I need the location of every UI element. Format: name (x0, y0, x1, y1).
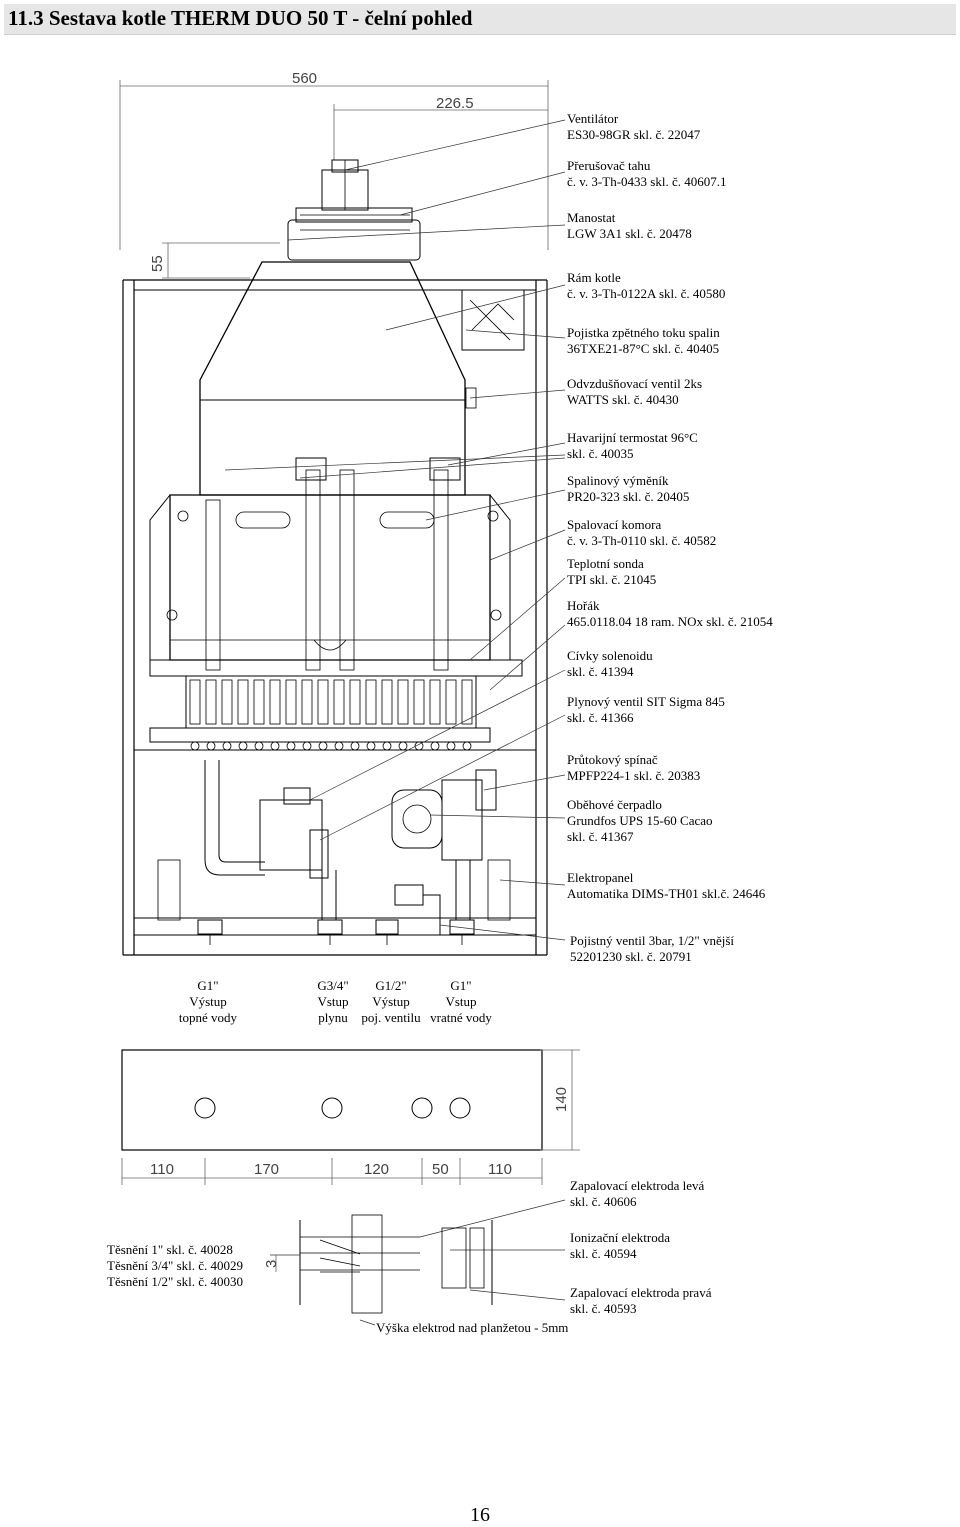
dimension-lines (120, 80, 548, 278)
label-ignition-electrode-left (570, 1178, 704, 1210)
label-line: Elektropanel (567, 870, 634, 885)
label-manostat (567, 210, 692, 242)
burner-nozzle (287, 742, 295, 750)
caption-return-inlet (428, 978, 494, 1026)
label-line: Odvzdušňovací ventil 2ks (567, 376, 703, 391)
electrode-detail (270, 1200, 565, 1325)
combustion-chamber (150, 495, 510, 660)
label-line: Pojistný ventil 3bar, 1/2" vnější (570, 933, 735, 948)
caption-line: G3/4" (317, 978, 349, 993)
burner-nozzle (271, 742, 279, 750)
label-line: Spalovací komora (567, 517, 662, 532)
label-line: 465.0118.04 18 ram. NOx skl. č. 21054 (567, 614, 773, 629)
label-line: Zapalovací elektroda levá (570, 1178, 705, 1193)
label-line: skl. č. 41367 (567, 829, 634, 844)
label-line: Spalinový výměník (567, 473, 669, 488)
burner-rib (446, 680, 456, 724)
label-line: Ionizační elektroda (570, 1230, 670, 1245)
label-line: 36TXE21-87°C skl. č. 40405 (567, 341, 720, 356)
page-number: 16 (470, 1504, 490, 1526)
label-line: Rám kotle (567, 270, 621, 285)
burner-nozzle (255, 742, 263, 750)
label-line: č. v. 3-Th-0433 skl. č. 40607.1 (567, 174, 727, 189)
burner-nozzle (351, 742, 359, 750)
label-frame (567, 270, 725, 302)
caption-line: G1" (450, 978, 472, 993)
label-circulation-pump (567, 797, 713, 845)
burner-nozzle (207, 742, 215, 750)
caption-line: G1" (197, 978, 219, 993)
dim-bottom-1: 110 (150, 1161, 174, 1178)
label-solenoid-coils (567, 648, 653, 680)
gasket-item: Těsnění 1" skl. č. 40028 (107, 1242, 233, 1257)
dim-226-5: 226.5 (436, 95, 474, 112)
dim-bottom-3: 120 (364, 1161, 390, 1178)
burner-nozzle (239, 742, 247, 750)
label-line: WATTS skl. č. 40430 (567, 392, 679, 407)
label-flue-safety (567, 325, 720, 357)
burner-rib (430, 680, 440, 724)
caption-line: Vstup (317, 994, 349, 1009)
caption-heating-outlet (178, 978, 238, 1026)
burner-rib (302, 680, 312, 724)
label-gas-valve (567, 694, 725, 726)
dim-bottom-5: 110 (488, 1161, 512, 1178)
burner-rib (462, 680, 472, 724)
burner-rib (238, 680, 248, 724)
burner-rib (334, 680, 344, 724)
caption-gas-inlet (303, 978, 363, 1026)
label-line: Pojistka zpětného toku spalin (567, 325, 720, 340)
burner-rib (254, 680, 264, 724)
outlet-connections (198, 920, 474, 945)
label-ionization-electrode (570, 1230, 670, 1262)
label-flow-switch (567, 752, 700, 784)
dim-55: 55 (149, 255, 166, 272)
label-burner (567, 598, 773, 630)
label-line: TPI skl. č. 21045 (567, 572, 657, 587)
label-line: LGW 3A1 skl. č. 20478 (567, 226, 692, 241)
label-line: Přerušovač tahu (567, 158, 651, 173)
label-line: skl. č. 41394 (567, 664, 634, 679)
burner-nozzle (447, 742, 455, 750)
dim-bottom-2: 170 (254, 1161, 280, 1178)
label-line: skl. č. 41366 (567, 710, 634, 725)
label-line: Zapalovací elektroda pravá (570, 1285, 712, 1300)
label-line: skl. č. 40593 (570, 1301, 637, 1316)
caption-line: Výstup (372, 994, 410, 1009)
dim-560: 560 (292, 70, 318, 87)
burner-nozzle (431, 742, 439, 750)
label-line: č. v. 3-Th-0122A skl. č. 40580 (567, 286, 726, 301)
caption-line: G1/2" (375, 978, 407, 993)
burner-nozzle (335, 742, 343, 750)
dim-140: 140 (553, 1086, 570, 1112)
dim-3: 3 (263, 1259, 280, 1268)
label-ventilator (567, 111, 700, 143)
caption-safety-valve-outlet (358, 978, 424, 1026)
electrode-height-note: Výška elektrod nad planžetou - 5mm (376, 1320, 569, 1335)
label-safety-valve (570, 933, 734, 965)
page-title: 11.3 Sestava kotle THERM DUO 50 T - čelní pohled (8, 6, 473, 30)
label-temp-probe (567, 556, 656, 588)
caption-line: Výstup (189, 994, 227, 1009)
label-air-vent (567, 376, 702, 408)
exchanger-pipes (206, 458, 460, 670)
label-line: Plynový ventil SIT Sigma 845 (567, 694, 725, 709)
burner-rib (414, 680, 424, 724)
label-flue-exchanger (567, 473, 689, 505)
label-line: Grundfos UPS 15-60 Cacao (567, 813, 713, 828)
caption-line: vratné vody (430, 1010, 492, 1025)
gasket-item: Těsnění 1/2" skl. č. 40030 (107, 1274, 244, 1289)
label-line: PR20-323 skl. č. 20405 (567, 489, 690, 504)
burner-rib (318, 680, 328, 724)
boiler-frame (123, 280, 547, 955)
gasket-item: Těsnění 3/4" skl. č. 40029 (107, 1258, 244, 1273)
label-combustion-chamber (567, 517, 716, 549)
caption-line: Vstup (445, 994, 477, 1009)
burner-rib (206, 680, 216, 724)
label-draft-diverter (567, 158, 726, 190)
label-electro-panel (567, 870, 765, 902)
label-line: Automatika DIMS-TH01 skl.č. 24646 (567, 886, 766, 901)
label-line: Ventilátor (567, 111, 619, 126)
label-line: skl. č. 40035 (567, 446, 634, 461)
gasket-list (107, 1242, 243, 1290)
label-line: Teplotní sonda (567, 556, 644, 571)
burner-rib (382, 680, 392, 724)
label-line: 52201230 skl. č. 20791 (570, 949, 692, 964)
burner-rib (398, 680, 408, 724)
burner-rib (190, 680, 200, 724)
burner-rib (222, 680, 232, 724)
label-line: Oběhové čerpadlo (567, 797, 662, 812)
label-line: Průtokový spínač (567, 752, 658, 767)
burner-nozzle (223, 742, 231, 750)
burner-nozzle (383, 742, 391, 750)
label-line: Hořák (567, 598, 600, 613)
burner-nozzle (367, 742, 375, 750)
caption-line: topné vody (178, 1010, 238, 1025)
burner-nozzle (463, 742, 471, 750)
fan (288, 160, 420, 260)
burner (150, 660, 522, 750)
label-line: ES30-98GR skl. č. 22047 (567, 127, 701, 142)
burner-rib (350, 680, 360, 724)
burner-nozzle (319, 742, 327, 750)
burner-rib (286, 680, 296, 724)
lower-assembly (205, 760, 496, 935)
label-line: Cívky solenoidu (567, 648, 653, 663)
burner-rib (270, 680, 280, 724)
label-line: Havarijní termostat 96°C (567, 430, 698, 445)
burner-nozzle (191, 742, 199, 750)
caption-line: poj. ventilu (361, 1010, 421, 1025)
label-emergency-thermostat (567, 430, 698, 462)
label-line: skl. č. 40606 (570, 1194, 637, 1209)
label-ignition-electrode-right (570, 1285, 711, 1317)
label-line: skl. č. 40594 (570, 1246, 637, 1261)
burner-nozzle (399, 742, 407, 750)
burner-rib (366, 680, 376, 724)
label-line: č. v. 3-Th-0110 skl. č. 40582 (567, 533, 717, 548)
dim-bottom-4: 50 (432, 1161, 449, 1178)
burner-nozzle (303, 742, 311, 750)
label-line: MPFP224-1 skl. č. 20383 (567, 768, 701, 783)
label-line: Manostat (567, 210, 616, 225)
caption-line: plynu (318, 1010, 348, 1025)
